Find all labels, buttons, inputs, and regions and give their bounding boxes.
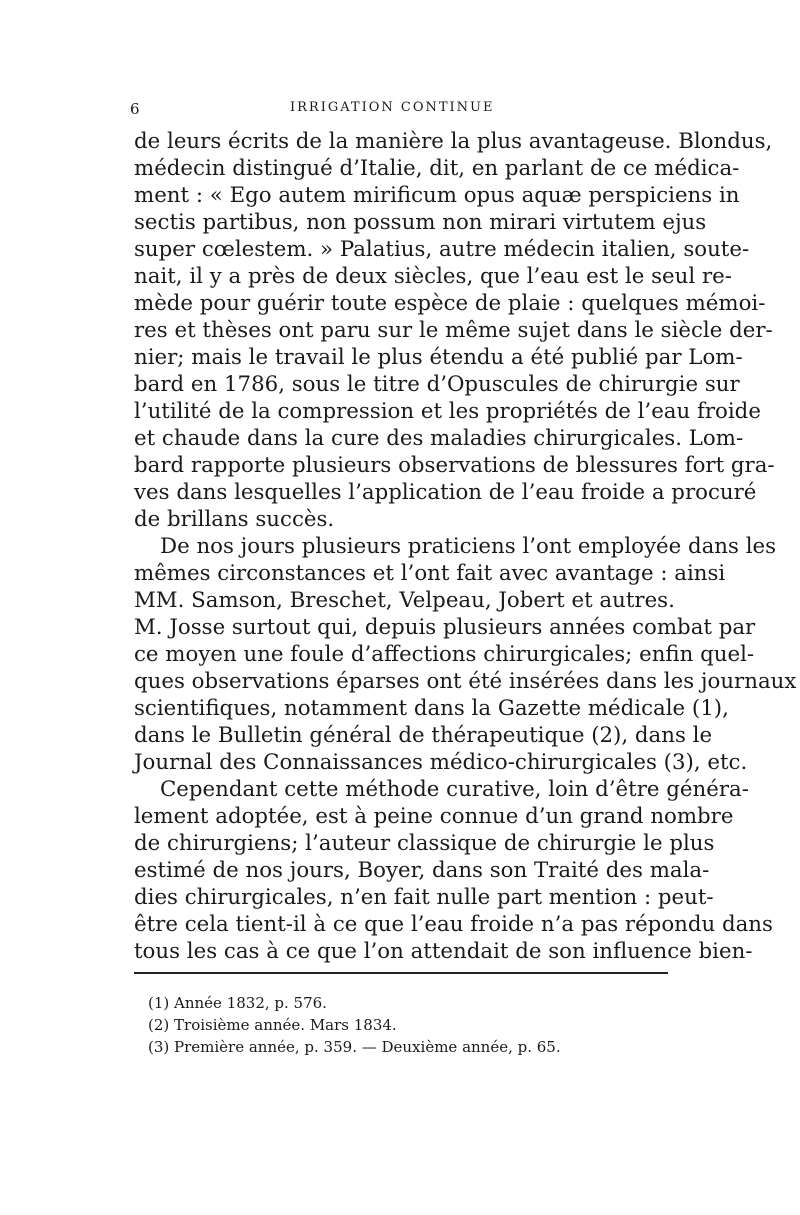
text-line: nait, il y a près de deux siècles, que l’eau est le seul re- [134, 264, 732, 289]
text-line: ves dans lesquelles l’application de l’eau froide a procuré [134, 480, 757, 505]
page-header [130, 100, 670, 124]
text-line: bard en 1786, sous le titre d’Opuscules de chirurgie sur [134, 372, 740, 397]
text-line: être cela tient-il à ce que l’eau froide n’a pas répondu dans [134, 912, 773, 937]
footnote: (3) Première année, p. 359. — Deuxième année, p. 65. [148, 1038, 561, 1056]
text-line: dies chirurgicales, n’en fait nulle part mention : peut- [134, 885, 714, 910]
text-line: tous les cas à ce que l’on attendait de son influence bien- [134, 939, 753, 964]
footnote-divider [134, 972, 668, 974]
text-line: dans le Bulletin général de thérapeutique (2), dans le [134, 723, 713, 748]
text-line: MM. Samson, Breschet, Velpeau, Jobert et autres. [134, 588, 675, 613]
footnotes [148, 992, 668, 1058]
footnote: (1) Année 1832, p. 576. [148, 994, 327, 1012]
text-line: sectis partibus, non possum non mirari virtutem ejus [134, 210, 707, 235]
text-line: de leurs écrits de la manière la plus avantageuse. Blondus, [134, 129, 773, 154]
text-line: l’utilité de la compression et les propriétés de l’eau froide [134, 399, 761, 424]
text-line: et chaude dans la cure des maladies chirurgicales. Lom- [134, 426, 744, 451]
text-line: médecin distingué d’Italie, dit, en parlant de ce médica- [134, 156, 740, 181]
text-line: bard rapporte plusieurs observations de blessures fort gra- [134, 453, 775, 478]
text-line: estimé de nos jours, Boyer, dans son Traité des mala- [134, 858, 710, 883]
text-line: scientifiques, notamment dans la Gazette médicale (1), [134, 696, 729, 721]
text-line: mède pour guérir toute espèce de plaie : quelques mémoi- [134, 291, 766, 316]
text-line: mêmes circonstances et l’ont fait avec avantage : ainsi [134, 561, 726, 586]
text-line: Cependant cette méthode curative, loin d’être généra- [160, 777, 749, 802]
text-line: ques observations éparses ont été insérées dans les journaux [134, 669, 797, 694]
body-text [134, 128, 797, 965]
text-line: de chirurgiens; l’auteur classique de chirurgie le plus [134, 831, 715, 856]
text-line: ment : « Ego autem mirificum opus aquæ perspiciens in [134, 183, 740, 208]
text-line: Journal des Connaissances médico-chirurgicales (3), etc. [134, 750, 748, 775]
running-title: IRRIGATION CONTINUE [290, 100, 495, 115]
text-line: ce moyen une foule d’affections chirurgicales; enfin quel- [134, 642, 755, 667]
text-line: M. Josse surtout qui, depuis plusieurs années combat par [134, 615, 756, 640]
text-line: de brillans succès. [134, 507, 335, 532]
text-line: lement adoptée, est à peine connue d’un grand nombre [134, 804, 734, 829]
text-line: res et thèses ont paru sur le même sujet dans le siècle der- [134, 318, 773, 343]
text-line: De nos jours plusieurs praticiens l’ont employée dans les [160, 534, 777, 559]
text-line: super cœlestem. » Palatius, autre médecin italien, soute- [134, 237, 750, 262]
footnote: (2) Troisième année. Mars 1834. [148, 1016, 397, 1034]
text-line: nier; mais le travail le plus étendu a été publié par Lom- [134, 345, 743, 370]
page-number: 6 [130, 100, 141, 118]
